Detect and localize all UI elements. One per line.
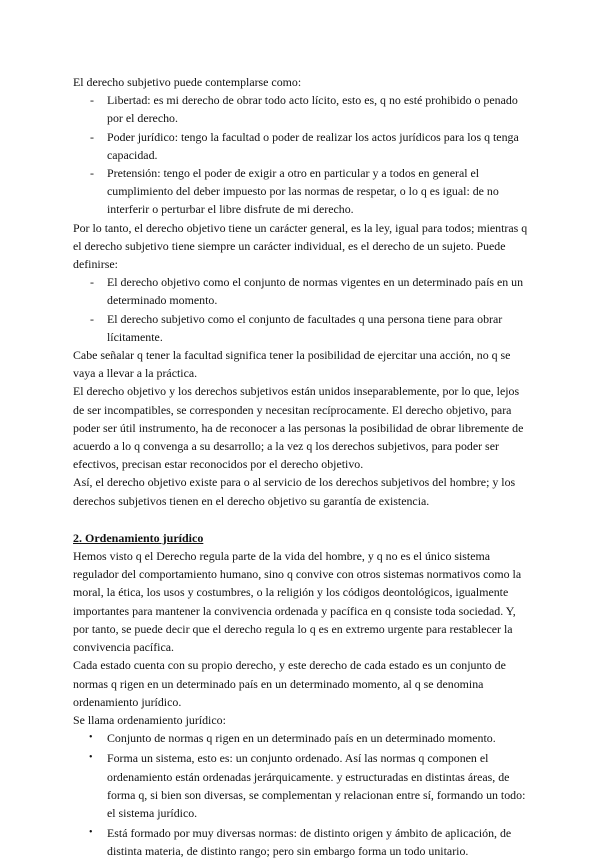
list-item: • Forma un sistema, esto es: un conjunto ordenado. Así las normas q componen el ordenamiento están ordenadas jerárquicamente. y estructuradas en distintas áreas, de forma q, si bien son diversas, se complementan y relacionan entre sí, formando un todo: el sistema jurídico. [73,749,530,822]
section-heading: 2. Ordenamiento jurídico [73,530,204,545]
sellama-paragraph: Se llama ordenamiento jurídico: [73,712,226,727]
servicio-paragraph: Así, el derecho objetivo existe para o al servicio de los derechos subjetivos del hombre; y los derechos subjetivos tienen en el derecho objetivo su garantía de existencia. [73,475,516,508]
list-item: - Libertad: es mi derecho de obrar todo acto lícito, esto es, q no esté prohibido o penado por el derecho. [73,91,530,127]
contempla-list [73,91,530,218]
list-item: - Poder jurídico: tengo la facultad o poder de realizar los actos jurídicos para los q tenga capacidad. [73,128,530,164]
define-list [73,273,530,346]
intro-paragraph: El derecho subjetivo puede contemplarse como: [73,75,302,89]
list-item: - El derecho objetivo como el conjunto de normas vigentes en un determinado país en un determinado momento. [73,273,530,309]
list-item: - Pretensión: tengo el poder de exigir a otro en particular y a todos en general el cumplimiento del deber impuesto por las normas de respetar, o lo q es igual: de no interferir o perturbar el libre disfrute de mi derecho. [73,164,530,219]
unidos-paragraph: El derecho objetivo y los derechos subjetivos están unidos inseparablemente, por lo que, lejos de ser incompatibles, se corresponden y necesitan recíprocamente. El derecho objetivo, para poder ser útil instrumento, ha de reconocer a las personas la posibilidad de obrar libremente de acuerdo a lo q convenga a su desarrollo; a la vez q los derechos subjetivos, para poder ser efectivos, precisan estar reconocidos por el derecho objetivo. [73,384,524,472]
hemos-paragraph: Hemos visto q el Derecho regula parte de la vida del hombre, y q no es el único sistema regulador del comportamiento humano, sino q convive con otros sistemas normativos como la moral, la ética, los usos y costumbres, o la religión y los códigos deontológicos, igualmente importantes para mantener la convivencia ordenada y pacífica en q consiste toda sociedad. Y, por tanto, se puede decir que el derecho regula lo q es en extremo urgente para restablecer la convivencia pacífica. [73,549,522,655]
caracter-paragraph: Por lo tanto, el derecho objetivo tiene un carácter general, es la ley, igual para todos; mientras q el derecho subjetivo tiene siempre un carácter individual, es el derecho de un sujeto. Puede definirse: [73,220,528,272]
list-item: - El derecho subjetivo como el conjunto de facultades q una persona tiene para obrar lícitamente. [73,310,530,346]
cada-paragraph: Cada estado cuenta con su propio derecho, y este derecho de cada estado es un conjunto de normas q rigen en un determinado país en un determinado momento, al q se denomina ordenamiento jurídico. [73,658,506,709]
facultad-paragraph: Cabe señalar q tener la facultad significa tener la posibilidad de ejercitar una acción, no q se vaya a llevar a la práctica. [73,348,511,381]
list-item: • Conjunto de normas q rigen en un determinado país en un determinado momento. [73,729,530,747]
ordenamiento-list [73,729,530,860]
list-item: • Está formado por muy diversas normas: de distinto origen y ámbito de aplicación, de distinta materia, de distinto rango; pero sin embargo forma un todo unitario. [73,824,530,860]
